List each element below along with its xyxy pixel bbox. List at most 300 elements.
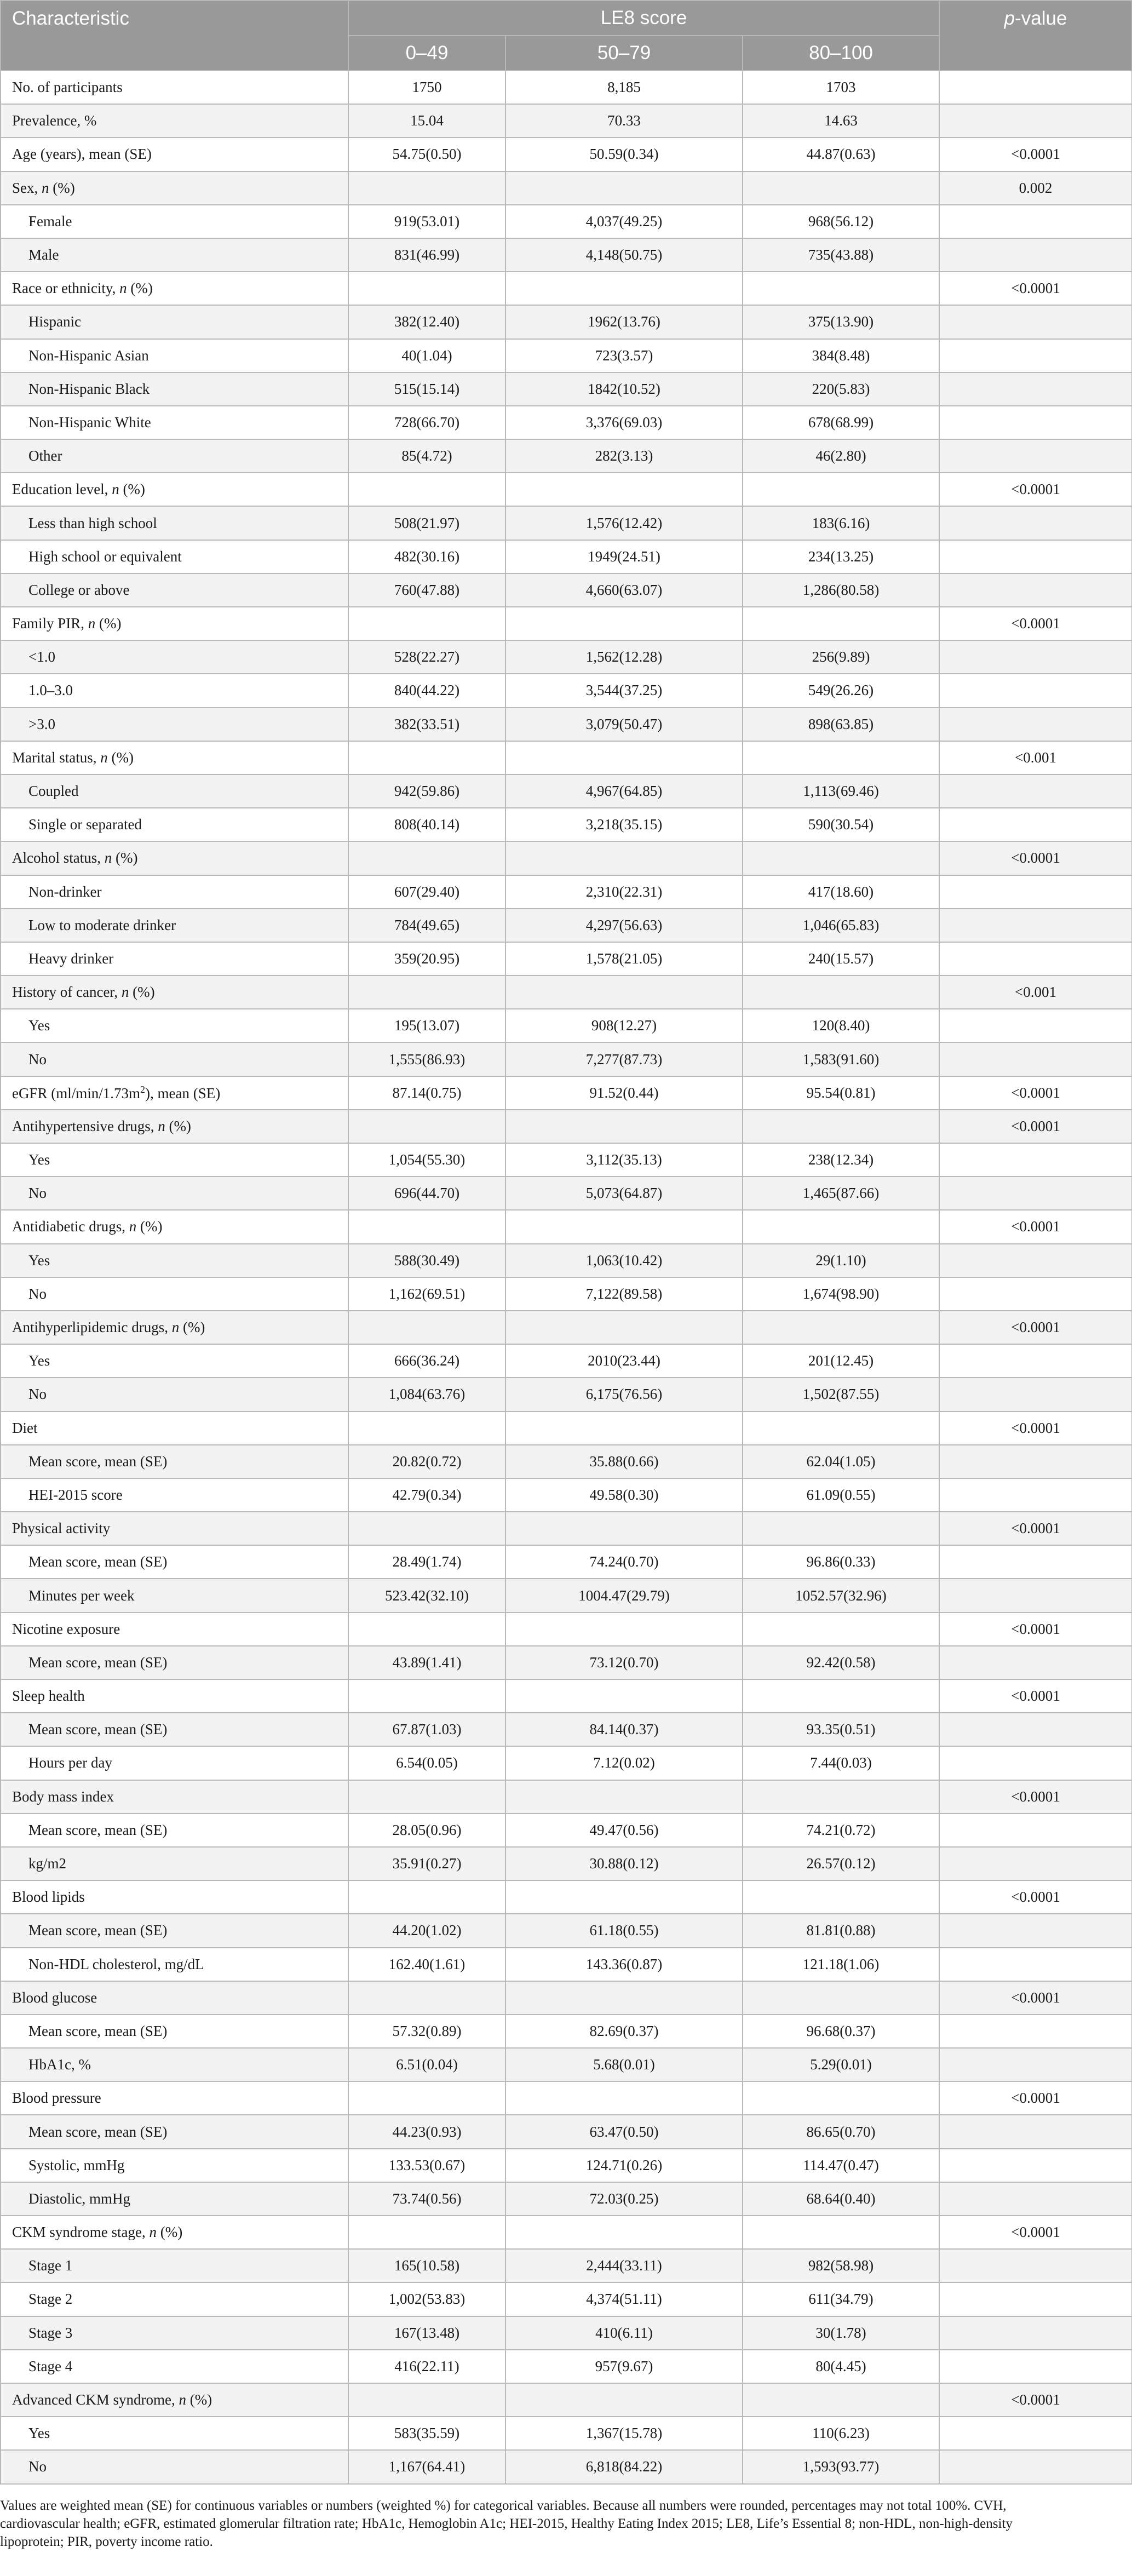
row-p-value: <0.0001 bbox=[939, 1981, 1132, 2015]
table-row bbox=[1, 1746, 1132, 1780]
row-value: 110(6.23) bbox=[743, 2417, 939, 2450]
row-value: 1,576(12.42) bbox=[505, 506, 743, 540]
row-label: Mean score, mean (SE) bbox=[1, 2015, 348, 2048]
row-p-value: <0.0001 bbox=[939, 2383, 1132, 2417]
row-value: 15.04 bbox=[348, 104, 505, 137]
row-value: 384(8.48) bbox=[743, 339, 939, 372]
row-value: 3,218(35.15) bbox=[505, 808, 743, 841]
row-p-value: <0.0001 bbox=[939, 1110, 1132, 1143]
header-characteristic: Characteristic bbox=[1, 1, 348, 71]
row-value: 92.42(0.58) bbox=[743, 1646, 939, 1679]
row-p-value bbox=[939, 540, 1132, 573]
row-value: 723(3.57) bbox=[505, 339, 743, 372]
row-value bbox=[505, 1981, 743, 2015]
table-row bbox=[1, 976, 1132, 1009]
row-label: Female bbox=[1, 205, 348, 238]
row-value: 20.82(0.72) bbox=[348, 1445, 505, 1478]
row-p-value bbox=[939, 1545, 1132, 1579]
row-value: 7.12(0.02) bbox=[505, 1746, 743, 1780]
row-label: Less than high school bbox=[1, 506, 348, 540]
row-value: 44.87(0.63) bbox=[743, 137, 939, 171]
row-value bbox=[348, 1613, 505, 1646]
table-row bbox=[1, 1545, 1132, 1579]
row-value: 3,079(50.47) bbox=[505, 708, 743, 741]
row-value: 957(9.67) bbox=[505, 2350, 743, 2383]
row-value: 91.52(0.44) bbox=[505, 1076, 743, 1110]
row-value: 5,073(64.87) bbox=[505, 1177, 743, 1210]
row-p-value bbox=[939, 2048, 1132, 2081]
row-p-value: 0.002 bbox=[939, 171, 1132, 205]
row-p-value bbox=[939, 1914, 1132, 1947]
row-label: Stage 1 bbox=[1, 2249, 348, 2282]
row-label: History of cancer, n (%) bbox=[1, 976, 348, 1009]
row-p-value bbox=[939, 1344, 1132, 1378]
row-label: High school or equivalent bbox=[1, 540, 348, 573]
row-label: HbA1c, % bbox=[1, 2048, 348, 2081]
row-value: 201(12.45) bbox=[743, 1344, 939, 1378]
row-value: 1,162(69.51) bbox=[348, 1277, 505, 1311]
row-label: Yes bbox=[1, 1143, 348, 1177]
row-p-value bbox=[939, 1277, 1132, 1311]
row-value: 42.79(0.34) bbox=[348, 1478, 505, 1512]
row-label: Non-Hispanic Black bbox=[1, 372, 348, 406]
row-value: 35.88(0.66) bbox=[505, 1445, 743, 1478]
row-p-value: <0.0001 bbox=[939, 1076, 1132, 1110]
row-value: 590(30.54) bbox=[743, 808, 939, 841]
table-row bbox=[1, 1277, 1132, 1311]
row-value: 96.86(0.33) bbox=[743, 1545, 939, 1579]
row-value: 1703 bbox=[743, 71, 939, 104]
row-value bbox=[348, 741, 505, 774]
row-p-value bbox=[939, 1009, 1132, 1042]
row-value bbox=[505, 1210, 743, 1243]
row-value: 6,818(84.22) bbox=[505, 2450, 743, 2483]
row-value: 73.12(0.70) bbox=[505, 1646, 743, 1679]
table-row bbox=[1, 2015, 1132, 2048]
row-p-value bbox=[939, 1244, 1132, 1277]
row-label: Diet bbox=[1, 1412, 348, 1445]
footnote-line-2: cardiovascular health; eGFR, estimated glomerular filtration rate; HbA1c, Hemoglobin A1c; HEI-2015, Healthy Eating Index 2015; LE8, Life’s Essential 8; non-HDL, non-high-density bbox=[0, 2516, 1013, 2531]
row-p-value bbox=[939, 640, 1132, 674]
row-p-value bbox=[939, 774, 1132, 808]
row-value: 165(10.58) bbox=[348, 2249, 505, 2282]
row-label: Education level, n (%) bbox=[1, 473, 348, 506]
row-label: Diastolic, mmHg bbox=[1, 2182, 348, 2216]
row-value: 1004.47(29.79) bbox=[505, 1579, 743, 1612]
row-p-value bbox=[939, 1713, 1132, 1746]
row-label: Antihypertensive drugs, n (%) bbox=[1, 1110, 348, 1143]
row-label: Mean score, mean (SE) bbox=[1, 2115, 348, 2148]
row-value: 67.87(1.03) bbox=[348, 1713, 505, 1746]
row-label: Non-HDL cholesterol, mg/dL bbox=[1, 1948, 348, 1981]
table-row bbox=[1, 1814, 1132, 1847]
row-p-value: <0.0001 bbox=[939, 1880, 1132, 1914]
row-p-value bbox=[939, 1948, 1132, 1981]
row-p-value bbox=[939, 808, 1132, 841]
row-value: 515(15.14) bbox=[348, 372, 505, 406]
row-label: No. of participants bbox=[1, 71, 348, 104]
row-value: 760(47.88) bbox=[348, 573, 505, 607]
row-value bbox=[505, 2081, 743, 2115]
row-value bbox=[743, 1311, 939, 1344]
row-p-value bbox=[939, 1042, 1132, 1076]
row-value: 1,583(91.60) bbox=[743, 1042, 939, 1076]
row-label: Mean score, mean (SE) bbox=[1, 1545, 348, 1579]
row-value: 898(63.85) bbox=[743, 708, 939, 741]
table-row bbox=[1, 1780, 1132, 1814]
row-value: 30(1.78) bbox=[743, 2316, 939, 2350]
row-p-value bbox=[939, 2015, 1132, 2048]
row-value: 7,277(87.73) bbox=[505, 1042, 743, 1076]
table-row bbox=[1, 1311, 1132, 1344]
row-p-value: <0.0001 bbox=[939, 841, 1132, 875]
row-value: 50.59(0.34) bbox=[505, 137, 743, 171]
row-value: 1052.57(32.96) bbox=[743, 1579, 939, 1612]
row-value bbox=[348, 1981, 505, 2015]
row-p-value: <0.0001 bbox=[939, 1613, 1132, 1646]
row-value: 735(43.88) bbox=[743, 238, 939, 272]
row-p-value bbox=[939, 1579, 1132, 1612]
row-value: 784(49.65) bbox=[348, 909, 505, 942]
row-value: 43.89(1.41) bbox=[348, 1646, 505, 1679]
table-row bbox=[1, 1412, 1132, 1445]
table-row bbox=[1, 137, 1132, 171]
row-value: 523.42(32.10) bbox=[348, 1579, 505, 1612]
table-row bbox=[1, 1579, 1132, 1612]
table-row bbox=[1, 2048, 1132, 2081]
row-label: No bbox=[1, 1042, 348, 1076]
row-p-value: <0.0001 bbox=[939, 1412, 1132, 1445]
row-value: 121.18(1.06) bbox=[743, 1948, 939, 1981]
row-label: Non-drinker bbox=[1, 875, 348, 909]
row-value: 234(13.25) bbox=[743, 540, 939, 573]
row-value: 70.33 bbox=[505, 104, 743, 137]
row-value bbox=[505, 841, 743, 875]
table-row bbox=[1, 841, 1132, 875]
row-label: Family PIR, n (%) bbox=[1, 607, 348, 640]
row-value: 382(33.51) bbox=[348, 708, 505, 741]
table-row bbox=[1, 540, 1132, 573]
row-value: 73.74(0.56) bbox=[348, 2182, 505, 2216]
row-value: 49.47(0.56) bbox=[505, 1814, 743, 1847]
row-value: 8,185 bbox=[505, 71, 743, 104]
row-p-value bbox=[939, 1478, 1132, 1512]
table-row bbox=[1, 942, 1132, 976]
row-value: 49.58(0.30) bbox=[505, 1478, 743, 1512]
row-value: 1,084(63.76) bbox=[348, 1378, 505, 1411]
row-value: 62.04(1.05) bbox=[743, 1445, 939, 1478]
row-p-value bbox=[939, 2316, 1132, 2350]
table-row bbox=[1, 1847, 1132, 1880]
table-row bbox=[1, 2249, 1132, 2282]
row-value bbox=[348, 2383, 505, 2417]
row-value: 95.54(0.81) bbox=[743, 1076, 939, 1110]
table-row bbox=[1, 2081, 1132, 2115]
header-col-50-79: 50–79 bbox=[505, 36, 743, 71]
row-value bbox=[743, 1679, 939, 1713]
row-label: Single or separated bbox=[1, 808, 348, 841]
table-row bbox=[1, 1478, 1132, 1512]
row-label: Body mass index bbox=[1, 1780, 348, 1814]
table-footnote bbox=[0, 2497, 1128, 2551]
row-value: 195(13.07) bbox=[348, 1009, 505, 1042]
table-row bbox=[1, 1948, 1132, 1981]
row-value bbox=[505, 2383, 743, 2417]
table-row bbox=[1, 573, 1132, 607]
row-value: 4,374(51.11) bbox=[505, 2282, 743, 2316]
row-value bbox=[505, 1679, 743, 1713]
row-value bbox=[743, 841, 939, 875]
row-value: 1,046(65.83) bbox=[743, 909, 939, 942]
row-value: 1,286(80.58) bbox=[743, 573, 939, 607]
row-value: 28.49(1.74) bbox=[348, 1545, 505, 1579]
row-label: Mean score, mean (SE) bbox=[1, 1646, 348, 1679]
table-row bbox=[1, 1177, 1132, 1210]
row-p-value: <0.0001 bbox=[939, 1512, 1132, 1545]
row-value: 416(22.11) bbox=[348, 2350, 505, 2383]
row-p-value bbox=[939, 339, 1132, 372]
table-row bbox=[1, 774, 1132, 808]
header-p-value: p-value bbox=[939, 1, 1132, 71]
row-label: Male bbox=[1, 238, 348, 272]
row-p-value bbox=[939, 439, 1132, 473]
table-row bbox=[1, 1344, 1132, 1378]
row-p-value bbox=[939, 1378, 1132, 1411]
table-row bbox=[1, 1646, 1132, 1679]
row-value: 919(53.01) bbox=[348, 205, 505, 238]
row-value: 282(3.13) bbox=[505, 439, 743, 473]
row-p-value bbox=[939, 1143, 1132, 1177]
table-row bbox=[1, 1914, 1132, 1947]
header-le8-score: LE8 score bbox=[348, 1, 939, 36]
table-row bbox=[1, 2450, 1132, 2483]
row-p-value bbox=[939, 674, 1132, 707]
row-p-value bbox=[939, 1646, 1132, 1679]
row-value: 54.75(0.50) bbox=[348, 137, 505, 171]
row-value bbox=[348, 2081, 505, 2115]
row-value: 1,578(21.05) bbox=[505, 942, 743, 976]
row-label: Non-Hispanic White bbox=[1, 406, 348, 439]
table-row bbox=[1, 2316, 1132, 2350]
row-value: 133.53(0.67) bbox=[348, 2149, 505, 2182]
row-value bbox=[743, 1613, 939, 1646]
row-p-value: <0.0001 bbox=[939, 1679, 1132, 1713]
row-p-value bbox=[939, 909, 1132, 942]
row-value: 3,544(37.25) bbox=[505, 674, 743, 707]
table-row bbox=[1, 1613, 1132, 1646]
row-p-value: <0.0001 bbox=[939, 272, 1132, 305]
row-p-value bbox=[939, 942, 1132, 976]
row-value: 1,465(87.66) bbox=[743, 1177, 939, 1210]
row-p-value bbox=[939, 406, 1132, 439]
row-value bbox=[348, 976, 505, 1009]
row-value: 1,002(53.83) bbox=[348, 2282, 505, 2316]
row-value: 1949(24.51) bbox=[505, 540, 743, 573]
table-row bbox=[1, 205, 1132, 238]
table-row bbox=[1, 171, 1132, 205]
row-value: 3,112(35.13) bbox=[505, 1143, 743, 1177]
row-value: 6.54(0.05) bbox=[348, 1746, 505, 1780]
row-value: 4,037(49.25) bbox=[505, 205, 743, 238]
row-value bbox=[348, 272, 505, 305]
row-value bbox=[743, 1210, 939, 1243]
row-label: HEI-2015 score bbox=[1, 1478, 348, 1512]
row-value: 28.05(0.96) bbox=[348, 1814, 505, 1847]
row-label: Physical activity bbox=[1, 1512, 348, 1545]
table-row bbox=[1, 1076, 1132, 1110]
row-label: kg/m2 bbox=[1, 1847, 348, 1880]
row-label: 1.0–3.0 bbox=[1, 674, 348, 707]
row-p-value bbox=[939, 2282, 1132, 2316]
row-value: 4,660(63.07) bbox=[505, 573, 743, 607]
row-p-value bbox=[939, 2350, 1132, 2383]
row-label: Blood lipids bbox=[1, 1880, 348, 1914]
row-value: 607(29.40) bbox=[348, 875, 505, 909]
row-p-value bbox=[939, 875, 1132, 909]
table-row bbox=[1, 406, 1132, 439]
row-p-value: <0.0001 bbox=[939, 2216, 1132, 2249]
row-value bbox=[743, 2216, 939, 2249]
table-row bbox=[1, 104, 1132, 137]
row-value: 29(1.10) bbox=[743, 1244, 939, 1277]
row-value bbox=[743, 1880, 939, 1914]
row-value bbox=[743, 1512, 939, 1545]
row-value: 6,175(76.56) bbox=[505, 1378, 743, 1411]
row-value: 528(22.27) bbox=[348, 640, 505, 674]
row-label: Stage 4 bbox=[1, 2350, 348, 2383]
row-p-value bbox=[939, 506, 1132, 540]
row-label: Age (years), mean (SE) bbox=[1, 137, 348, 171]
row-value: 61.09(0.55) bbox=[743, 1478, 939, 1512]
row-value: 44.20(1.02) bbox=[348, 1914, 505, 1947]
row-label: Mean score, mean (SE) bbox=[1, 1713, 348, 1746]
table-row bbox=[1, 1378, 1132, 1411]
row-value: 678(68.99) bbox=[743, 406, 939, 439]
row-value: 1750 bbox=[348, 71, 505, 104]
row-label: Stage 3 bbox=[1, 2316, 348, 2350]
row-label: Mean score, mean (SE) bbox=[1, 1814, 348, 1847]
table-row bbox=[1, 909, 1132, 942]
row-value: 256(9.89) bbox=[743, 640, 939, 674]
row-value bbox=[505, 1311, 743, 1344]
row-label: Blood glucose bbox=[1, 1981, 348, 2015]
row-label: No bbox=[1, 1177, 348, 1210]
row-value bbox=[348, 1780, 505, 1814]
table-row bbox=[1, 1143, 1132, 1177]
row-value: 40(1.04) bbox=[348, 339, 505, 372]
row-value: 81.81(0.88) bbox=[743, 1914, 939, 1947]
row-value: 5.68(0.01) bbox=[505, 2048, 743, 2081]
row-value: 143.36(0.87) bbox=[505, 1948, 743, 1981]
row-value: 30.88(0.12) bbox=[505, 1847, 743, 1880]
row-p-value bbox=[939, 573, 1132, 607]
row-value: 4,148(50.75) bbox=[505, 238, 743, 272]
row-value bbox=[348, 1412, 505, 1445]
table-row bbox=[1, 2216, 1132, 2249]
row-label: Antidiabetic drugs, n (%) bbox=[1, 1210, 348, 1243]
table-row bbox=[1, 741, 1132, 774]
row-value: 410(6.11) bbox=[505, 2316, 743, 2350]
row-label: Mean score, mean (SE) bbox=[1, 1914, 348, 1947]
row-value: 26.57(0.12) bbox=[743, 1847, 939, 1880]
table-row bbox=[1, 2282, 1132, 2316]
row-value bbox=[505, 1780, 743, 1814]
row-value bbox=[348, 1512, 505, 1545]
table-row bbox=[1, 2149, 1132, 2182]
row-value bbox=[348, 841, 505, 875]
table-row bbox=[1, 1445, 1132, 1478]
row-value: 74.24(0.70) bbox=[505, 1545, 743, 1579]
row-p-value: <0.0001 bbox=[939, 1311, 1132, 1344]
row-value: 240(15.57) bbox=[743, 942, 939, 976]
row-value bbox=[743, 1981, 939, 2015]
row-label: >3.0 bbox=[1, 708, 348, 741]
row-p-value: <0.0001 bbox=[939, 2081, 1132, 2115]
row-value: 57.32(0.89) bbox=[348, 2015, 505, 2048]
row-value: 382(12.40) bbox=[348, 305, 505, 339]
row-value bbox=[348, 473, 505, 506]
row-value bbox=[743, 1110, 939, 1143]
row-value: 61.18(0.55) bbox=[505, 1914, 743, 1947]
row-value: 482(30.16) bbox=[348, 540, 505, 573]
table-row bbox=[1, 1679, 1132, 1713]
row-label: eGFR $(ml/\min/1.73m^2)$, mean (SE) bbox=[1, 1076, 348, 1110]
row-p-value: <0.0001 bbox=[939, 137, 1132, 171]
table-row bbox=[1, 1210, 1132, 1243]
row-label: Yes bbox=[1, 2417, 348, 2450]
row-value: 908(12.27) bbox=[505, 1009, 743, 1042]
row-value: 238(12.34) bbox=[743, 1143, 939, 1177]
row-value bbox=[348, 1880, 505, 1914]
row-p-value bbox=[939, 2149, 1132, 2182]
table-row bbox=[1, 640, 1132, 674]
row-value bbox=[505, 473, 743, 506]
row-label: Alcohol status, n (%) bbox=[1, 841, 348, 875]
row-value: 6.51(0.04) bbox=[348, 2048, 505, 2081]
row-value bbox=[505, 1613, 743, 1646]
table-row bbox=[1, 2417, 1132, 2450]
row-value: 666(36.24) bbox=[348, 1344, 505, 1378]
row-value bbox=[348, 171, 505, 205]
header-p-value-text: p bbox=[1004, 8, 1015, 29]
row-value bbox=[348, 1210, 505, 1243]
row-label: Mean score, mean (SE) bbox=[1, 1445, 348, 1478]
row-value: 1,367(15.78) bbox=[505, 2417, 743, 2450]
row-value: 80(4.45) bbox=[743, 2350, 939, 2383]
row-value: 3,376(69.03) bbox=[505, 406, 743, 439]
row-value bbox=[505, 1110, 743, 1143]
row-label: Yes bbox=[1, 1009, 348, 1042]
table-row bbox=[1, 2350, 1132, 2383]
row-value: 7,122(89.58) bbox=[505, 1277, 743, 1311]
row-p-value bbox=[939, 1814, 1132, 1847]
table-row bbox=[1, 1110, 1132, 1143]
row-value: 7.44(0.03) bbox=[743, 1746, 939, 1780]
header-col-80-100: 80–100 bbox=[743, 36, 939, 71]
row-value: 611(34.79) bbox=[743, 2282, 939, 2316]
row-value bbox=[743, 171, 939, 205]
row-value: 359(20.95) bbox=[348, 942, 505, 976]
row-value bbox=[743, 1412, 939, 1445]
row-value: 942(59.86) bbox=[348, 774, 505, 808]
table-row bbox=[1, 674, 1132, 707]
row-value: 1,113(69.46) bbox=[743, 774, 939, 808]
table-row bbox=[1, 1981, 1132, 2015]
row-value bbox=[505, 1880, 743, 1914]
row-p-value: <0.0001 bbox=[939, 1780, 1132, 1814]
row-label: Marital status, n (%) bbox=[1, 741, 348, 774]
row-label: Hours per day bbox=[1, 1746, 348, 1780]
